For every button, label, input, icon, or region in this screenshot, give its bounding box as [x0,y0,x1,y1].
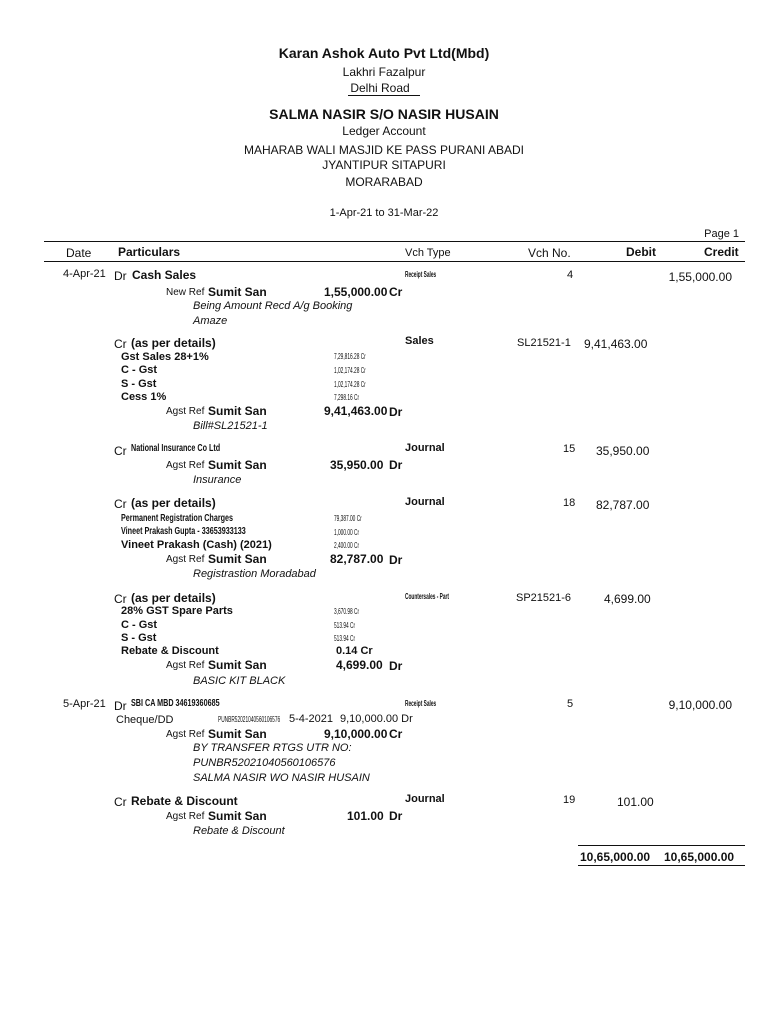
bill-ref-name: Sumit San [208,658,267,672]
col-debit: Debit [626,245,656,259]
col-date: Date [66,246,92,260]
detail-account: Vineet Prakash (Cash) (2021) [121,539,272,551]
col-vch-no: Vch No. [528,246,571,260]
detail-account: Gst Sales 28+1% [121,351,209,363]
company-address-line1: Lakhri Fazalpur [342,65,426,79]
entry-debit: 4,699.00 [604,592,651,606]
narration: Rebate & Discount [193,825,285,837]
detail-account: Permanent Registration Charges [121,513,234,524]
entry-vch-no: 4 [567,269,574,281]
entry-vch-type: Journal [405,496,445,508]
entry-vch-no: 15 [563,443,576,455]
total-credit: 10,65,000.00 [664,850,735,864]
entry-drcr: Cr [114,497,127,511]
entry-vch-no: 5 [567,698,574,710]
entry-credit: 9,10,000.00 [668,698,732,712]
header-bottom-rule [44,261,745,262]
detail-account: Vineet Prakash Gupta - 33653933133 [121,526,246,537]
narration: Insurance [193,474,242,486]
page-number: Page 1 [704,228,739,240]
bill-ref-name: Sumit San [208,809,267,823]
narration: Being Amount Recd A/g Booking [193,300,353,312]
entry-date: 4-Apr-21 [63,268,106,280]
entry-credit: 1,55,000.00 [668,270,732,284]
bill-ref-drcr: Dr [389,659,403,673]
entry-drcr: Dr [114,269,127,283]
detail-amount: 2,400.00 Cr [334,541,360,550]
entry-vch-type: Countersales - Part [405,592,450,601]
entry-vch-type: Receipt Sales [405,699,437,708]
entry-drcr: Cr [114,444,127,458]
party-address-line3: MORARABAD [345,175,423,189]
narration: Amaze [193,315,228,327]
narration: SALMA NASIR WO NASIR HUSAIN [193,772,370,784]
bill-ref-drcr: Dr [389,405,403,419]
entry-drcr: Cr [114,337,127,351]
detail-amount: 1,000.00 Cr [334,528,360,537]
detail-account: Rebate & Discount [121,645,219,657]
entry-vch-type: Receipt Sales [405,270,437,279]
narration: Registrastion Moradabad [193,568,316,580]
entry-date: 5-Apr-21 [63,698,106,710]
detail-amount: 7,29,816.28 Cr [334,352,366,361]
detail-account: S - Gst [121,632,157,644]
bill-ref-name: Sumit San [208,458,267,472]
entry-account: Cash Sales [132,268,197,282]
bill-ref-type: Agst Ref [166,660,205,671]
company-address-line2-text: Delhi Road [348,81,419,96]
totals-bottom-rule [578,865,745,866]
bill-ref-name: Sumit San [208,285,267,299]
detail-account: Cess 1% [121,391,167,403]
entry-debit: 35,950.00 [596,444,650,458]
entry-vch-no: SL21521-1 [517,337,571,349]
col-particulars: Particulars [118,245,181,259]
col-credit: Credit [704,245,739,259]
entry-account: (as per details) [131,336,216,350]
detail-amount: 79,387.00 Cr [334,514,362,523]
entry-drcr: Cr [114,795,127,809]
entry-account: (as per details) [131,591,216,605]
instrument-amount: 9,10,000.00 Dr [340,713,413,725]
entry-account: National Insurance Co Ltd [131,443,221,454]
total-debit: 10,65,000.00 [580,850,651,864]
detail-amount: 0.14 Cr [336,645,373,657]
bill-ref-amount: 4,699.00 [336,658,383,672]
detail-amount: 1,02,174.28 Cr [334,366,366,375]
entry-vch-no: 18 [563,497,576,509]
bill-ref-type: Agst Ref [166,460,205,471]
entry-vch-no: SP21521-6 [516,592,572,604]
detail-amount: 513.94 Cr [334,634,356,643]
bill-ref-amount: 101.00 [347,809,384,823]
entry-account: SBI CA MBD 34619360685 [131,698,220,709]
narration: BY TRANSFER RTGS UTR NO: [193,742,352,754]
entry-drcr: Cr [114,592,127,606]
bill-ref-type: Agst Ref [166,811,205,822]
bill-ref-name: Sumit San [208,552,267,566]
bill-ref-amount: 9,41,463.00 [324,404,388,418]
col-vch-type: Vch Type [405,247,451,259]
bill-ref-type: Agst Ref [166,729,205,740]
entry-vch-type: Journal [405,793,445,805]
bill-ref-drcr: Cr [389,285,403,299]
instrument-date: 5-4-2021 [289,713,334,725]
instrument-type: Cheque/DD [116,714,174,726]
bill-ref-drcr: Cr [389,727,403,741]
detail-amount: 7,298.16 Cr [334,393,360,402]
detail-amount: 1,02,174.28 Cr [334,380,366,389]
entry-drcr: Dr [114,699,127,713]
bill-ref-type: Agst Ref [166,406,205,417]
entry-vch-type: Sales [405,335,434,347]
party-name: SALMA NASIR S/O NASIR HUSAIN [269,106,499,122]
period: 1-Apr-21 to 31-Mar-22 [329,207,439,219]
document-type: Ledger Account [342,124,426,138]
entry-account: Rebate & Discount [131,794,238,808]
detail-amount: 513.94 Cr [334,621,356,630]
narration: Bill#SL21521-1 [193,420,268,432]
bill-ref-drcr: Dr [389,553,403,567]
detail-account: 28% GST Spare Parts [121,605,233,617]
totals-top-rule [578,845,745,846]
detail-account: C - Gst [121,619,158,631]
bill-ref-name: Sumit San [208,727,267,741]
entry-vch-no: 19 [563,794,576,806]
detail-amount: 3,670.98 Cr [334,607,360,616]
bill-ref-amount: 1,55,000.00 [324,285,388,299]
company-address-line2 [0,81,768,95]
entry-account: (as per details) [131,496,216,510]
entry-debit: 82,787.00 [596,498,650,512]
party-address-line2: JYANTIPUR SITAPURI [322,158,446,172]
header-top-rule [44,241,745,242]
instrument-number: PUNBR52021040560106576 [218,715,281,724]
bill-ref-amount: 35,950.00 [330,458,384,472]
narration: PUNBR52021040560106576 [193,757,336,769]
bill-ref-type: New Ref [166,287,205,298]
bill-ref-drcr: Dr [389,809,403,823]
bill-ref-amount: 82,787.00 [330,552,384,566]
company-name: Karan Ashok Auto Pvt Ltd(Mbd) [278,45,490,61]
party-address-line1: MAHARAB WALI MASJID KE PASS PURANI ABADI [243,143,525,157]
entry-debit: 101.00 [617,795,654,809]
narration: BASIC KIT BLACK [193,675,286,687]
bill-ref-drcr: Dr [389,458,403,472]
detail-account: C - Gst [121,364,158,376]
bill-ref-amount: 9,10,000.00 [324,727,388,741]
bill-ref-type: Agst Ref [166,554,205,565]
entry-vch-type: Journal [405,442,445,454]
detail-account: S - Gst [121,378,157,390]
entry-debit: 9,41,463.00 [584,337,648,351]
bill-ref-name: Sumit San [208,404,267,418]
